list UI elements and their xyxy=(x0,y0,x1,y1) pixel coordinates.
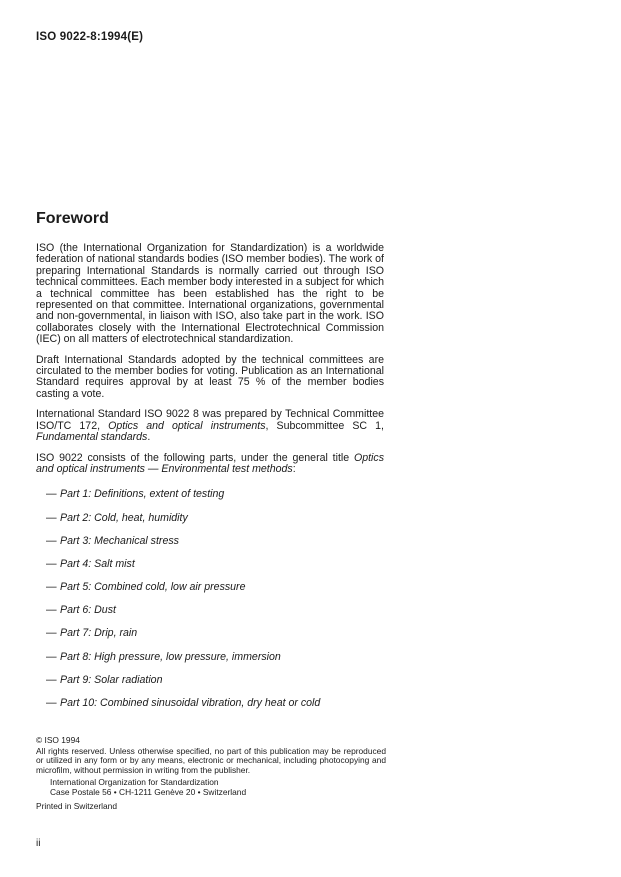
part-label: Part 7: Drip, rain xyxy=(60,627,138,640)
part-label: Part 5: Combined cold, low air pressure xyxy=(60,581,246,594)
list-item xyxy=(36,536,384,559)
prepared-text-2: , Subcommittee SC 1, xyxy=(265,419,384,432)
foreword-body xyxy=(36,243,384,721)
part-label: Part 9: Solar radiation xyxy=(60,673,163,686)
part-label: Part 10: Combined sinusoidal vibration, dry heat or cold xyxy=(60,697,321,709)
document-id-header: ISO 9022-8:1994(E) xyxy=(36,31,144,43)
part-label: Part 8: High pressure, low pressure, immersion xyxy=(60,650,281,663)
dash-bullet: — xyxy=(46,604,57,617)
paragraph-parts-intro xyxy=(36,453,384,476)
paragraph-iso-intro: ISO (the International Organization for Standardization) is a worldwide federation of national standards bodies (ISO member bodies). The work of preparing International Standards is normally carried out through ISO technical committees. Each member body interested in a subject for which a technical committee has been established has the right to be represented on that committee. International organizations, governmental and non-governmental, in liaison with ISO, also take part in the work. ISO collaborates closely with the International Electrotechnical Commission (IEC) on all matters of electrotechnical standardization. xyxy=(36,242,384,346)
dash-bullet: — xyxy=(46,650,57,663)
list-item xyxy=(36,605,384,628)
part-label: Part 2: Cold, heat, humidity xyxy=(60,511,188,524)
page-title: Foreword xyxy=(36,210,109,227)
part-label: Part 6: Dust xyxy=(60,604,116,617)
dash-bullet: — xyxy=(46,488,57,501)
list-item xyxy=(36,489,384,512)
list-item xyxy=(36,652,384,675)
prepared-text-1: International Standard ISO 9022 8 was prepared by Technical Committee ISO/TC 172, xyxy=(36,408,384,432)
dash-bullet: — xyxy=(46,673,57,686)
parts-intro-text: ISO 9022 consists of the following parts, under the general title xyxy=(36,451,354,464)
prepared-subcommittee-title: Fundamental standards xyxy=(36,431,148,444)
publisher-name: International Organization for Standardization xyxy=(50,777,219,788)
list-item xyxy=(36,675,384,698)
page-number: ii xyxy=(36,838,41,849)
dash-bullet: — xyxy=(46,511,57,524)
paragraph-prepared-by xyxy=(36,409,384,443)
list-item xyxy=(36,559,384,582)
prepared-committee-title: Optics and optical instruments xyxy=(108,419,266,432)
list-item xyxy=(36,698,384,721)
part-label: Part 3: Mechanical stress xyxy=(60,534,179,547)
list-item xyxy=(36,513,384,536)
parts-general-title: Optics and optical instruments — Environmental test methods xyxy=(36,451,384,475)
copyright-block xyxy=(36,736,386,811)
rights-notice: All rights reserved. Unless otherwise specified, no part of this publication may be reproduced or utilized in any form or by any means, electronic or mechanical, including photocopying and microfilm, without permission in writing from the publisher. xyxy=(36,745,386,775)
copyright-line: © ISO 1994 xyxy=(36,735,80,745)
part-label: Part 1: Definitions, extent of testing xyxy=(60,488,225,501)
publisher-address: Case Postale 56 • CH-1211 Genève 20 • Switzerland xyxy=(50,786,247,797)
list-item xyxy=(36,582,384,605)
parts-list xyxy=(36,489,384,721)
paragraph-draft-standards: Draft International Standards adopted by the technical committees are circulated to the member bodies for voting. Publication as an International Standard requires approval by at least 75 % of the member bodies casting a vote. xyxy=(36,353,384,400)
printed-in: Printed in Switzerland xyxy=(36,800,117,811)
dash-bullet: — xyxy=(46,697,57,709)
parts-intro-end: : xyxy=(292,462,296,475)
dash-bullet: — xyxy=(46,534,57,547)
dash-bullet: — xyxy=(46,581,57,594)
prepared-text-3: . xyxy=(147,431,151,444)
dash-bullet: — xyxy=(46,557,57,570)
dash-bullet: — xyxy=(46,627,57,640)
list-item xyxy=(36,628,384,651)
part-label: Part 4: Salt mist xyxy=(60,557,135,570)
